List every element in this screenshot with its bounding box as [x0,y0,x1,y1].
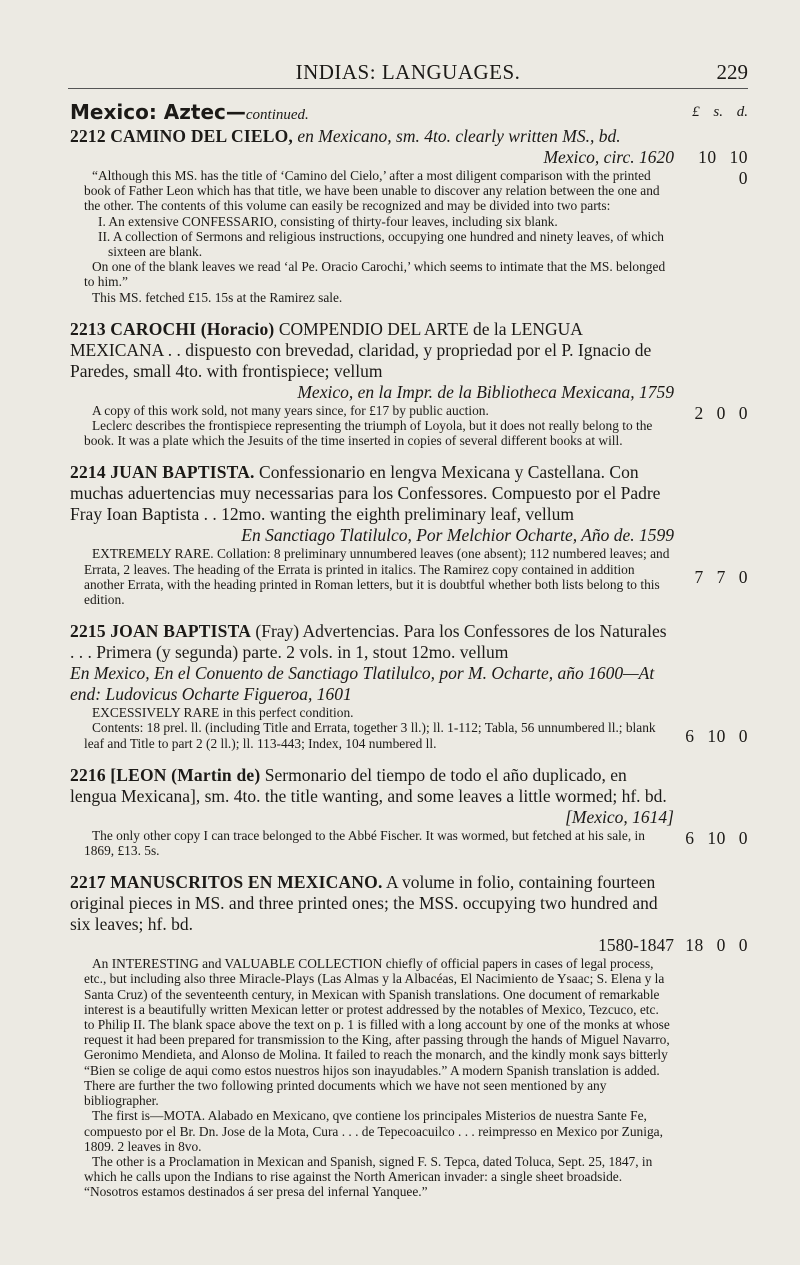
catalogue-entry [70,126,748,305]
entry-name: JOAN BAPTISTA [110,621,252,642]
entry-heading [70,462,748,546]
entry-imprint: [Mexico, 1614] [565,806,674,827]
entry-imprint: 1580-1847 [598,935,674,956]
entry-note: On one of the blank leaves we read ‘al Pe. Oracio Carochi,’ which seems to intimate that the MS. belonged to him.” [84,259,666,290]
catalogue-entry [70,319,748,449]
entry-price: 18 0 0 [685,935,748,956]
entry-name: CAMINO DEL CIELO, [110,126,293,146]
entry-notes [70,168,748,305]
entry-notes [70,705,748,751]
entry-note: A copy of this work sold, not many years since, for £17 by public auction. [92,402,489,418]
catalogue-entry [70,872,748,1199]
entry-number: 2217 [70,872,106,893]
section-title: Mexico: Aztec—continued. [70,100,309,124]
entry-imprint: Mexico, circ. 1620 [543,147,674,167]
entry-imprint: En Mexico, En el Conuento de Sanctiago Tlatilulco, por M. Ocharte, año 1600—At end: Ludovicus Ocharte Figueroa, 1601 [70,663,655,705]
entry-heading [70,765,748,828]
entry-note: “Although this MS. has the title of ‘Camino del Cielo,’ after a most diligent comparison with the printed book of Father Leon which has that title, we have been unable to discover any relation between the one and the other. The contents of this volume can easily be recognized and may be divided into two parts: [84,168,660,214]
page-body [70,100,748,1214]
entry-number: 2215 [70,621,106,642]
entry-price: 10 10 0 [698,147,748,188]
entry-note: Contents: 18 prel. ll. (including Title and Errata, together 3 ll.); ll. 1-112; Tabla, 56 unnumbered ll.; blank leaf and Title to part 2 (2 ll.); ll. 113-443; Index, 104 numbered ll. [84,720,656,751]
entry-note: Leclerc describes the frontispiece representing the triumph of Loyola, but it does not really belong to the book. It was a plate which the Jesuits of the time inserted in copies of several different books at will. [84,418,653,449]
entry-notes [70,403,748,449]
catalogue-entry [70,621,748,751]
entry-notes [70,546,748,607]
entry-note: The other is a Proclamation in Mexican and Spanish, signed F. S. Tepca, dated Toluca, Sept. 25, 1847, in which he calls upon the Indians to rise against the North American invader: a single sheet broadside. “Nosotros estamos destinados á ser presa del infernal Yanquee.” [84,1153,653,1200]
entry-note: EXCESSIVELY RARE in this perfect condition. [92,705,354,721]
entry-notes [70,956,748,1199]
catalogue-entry [70,765,748,858]
entry-price: 7 7 0 [694,567,748,588]
entry-number: 2212 [70,126,106,146]
entry-note: The only other copy I can trace belonged to the Abbé Fischer. It was wormed, but fetched at his sale, in 1869, £13. 5s. [84,827,645,859]
entry-name: CAROCHI (Horacio) [110,318,275,339]
entry-description: (Fray) Advertencias. Para los Confessores de los Naturales . . . Primera (y segunda) parte. 2 vols. in 1, stout 12mo. vellum [70,621,667,663]
running-head [68,60,748,89]
entry-heading [70,126,748,168]
entry-description: Confessionario en lengva Mexicana y Castellana. Con muchas aduertencias muy necessarias para los Confessores. Compuesto por el Padre Fray Ioan Baptista . . 12mo. wanting the eighth preliminary leaf, vellum [70,462,661,525]
entry-number: 2214 [70,462,106,483]
entry-notes [70,828,748,858]
entry-note: II. A collection of Sermons and religious instructions, occupying one hundred and ninety leaves, of which sixteen are blank. [98,228,665,260]
entry-note: I. An extensive CONFESSARIO, consisting of thirty-four leaves, including six blank. [98,213,558,229]
entry-number: 2216 [70,764,106,785]
entry-note: This MS. fetched £15. 15s at the Ramirez sale. [92,289,343,305]
entry-imprint: En Sanctiago Tlatilulco, Por Melchior Ocharte, Año de. 1599 [241,525,674,546]
money-column-header: £ s. d. [692,104,748,120]
entry-description: COMPENDIO DEL ARTE de la LENGUA MEXICANA . . dispuesto con brevedad, claridad, y propriedad por el P. Ignacio de Paredes, small 4to. with frontispiece; vellum [70,318,652,381]
entry-name: JUAN BAPTISTA. [110,462,255,483]
entry-heading [70,872,748,956]
entry-note: The first is—MOTA. Alabado en Mexicano, qve contiene los principales Misterios de nuestra Sante Fe, compuesto por el Br. Dn. Jose de la Mota, Cura . . . de Tepecoacuilco . . . reimpresso en Mexico por Zuniga, 1809. 2 leaves in 8vo. [84,1108,663,1154]
entry-name: MANUSCRITOS EN MEXICANO. [110,872,383,893]
entry-number: 2213 [70,318,106,339]
section-heading [70,100,748,126]
entry-note: EXTREMELY RARE. Collation: 8 preliminary unnumbered leaves (one absent); 112 numbered leaves; and Errata, 2 leaves. The heading of the Errata is printed in italics. The Ramirez copy contained in addition another Errata, with the heading printed in Roman letters, but it is doubtful whether both lists belong to this edition. [84,546,670,608]
entry-name: [LEON (Martin de) [110,764,261,785]
entry-price: 2 0 0 [694,402,748,423]
entry-price: 6 10 0 [685,726,748,747]
running-title: INDIAS: LANGUAGES. [295,60,521,84]
catalogue-entry [70,462,748,607]
entry-price: 6 10 0 [685,827,748,848]
entry-heading [70,621,748,705]
continued-label: continued. [245,107,309,123]
entry-description: A volume in folio, containing fourteen original pieces in MS. and three printed ones; the MSS. occupying two hundred and six leaves; hf. bd. [70,872,658,935]
entry-description: en Mexicano, sm. 4to. clearly written MS., bd. [297,126,621,146]
page-number: 229 [716,60,748,84]
entry-note: An INTERESTING and VALUABLE COLLECTION chiefly of official papers in cases of legal process, etc., but including also three Miracle-Plays (Las Almas y la Albacéas, El Nacimiento de Ysaac; S. Elena y la Santa Cruz) of the seventeenth century, in Mexican with Spanish translations. One document of remarkable interest is a beautifully written Mexican letter or protest addressed by the notables of Mexico, Tezcuco, etc. to Philip II. The blank space above the text on p. 1 is filled with a long account by one of the monks at whose request it had been prepared for transmission to the King, after passing through the hands of Miguel Navarro, Geronimo Mendieta, and Alonso de Molina. It failed to reach the monarch, and the kindly monk says bitterly “Bien se colige de aqui como estos nuestros hijos son inayudables.” A modern Spanish translation is added. There are further the two following printed documents which we have not seen mentioned by any bibliographer. [84,956,670,1109]
entry-description: Sermonario del tiempo de todo el año duplicado, en lengua Mexicana], sm. 4to. the title wanting, and some leaves a little wormed; hf. bd. [70,764,667,806]
entry-imprint: Mexico, en la Impr. de la Bibliotheca Mexicana, 1759 [297,381,674,402]
entry-heading [70,319,748,403]
